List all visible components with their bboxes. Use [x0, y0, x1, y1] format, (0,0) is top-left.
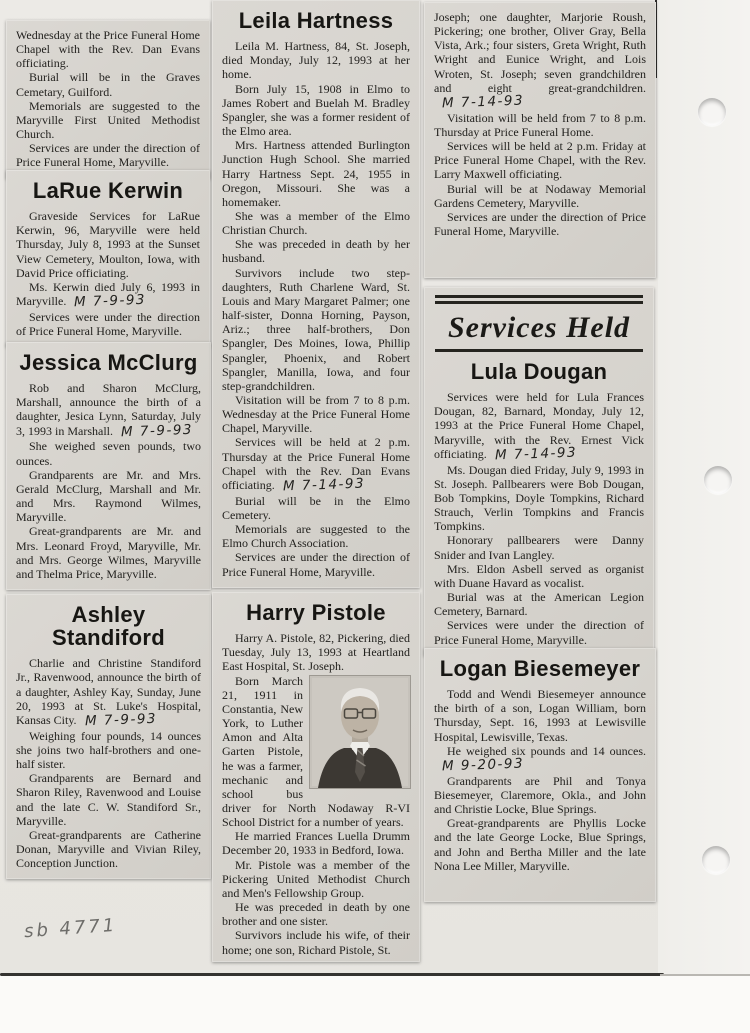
- obituary-paragraph: Burial was at the American Legion Cemetery, Barnard.: [434, 590, 644, 619]
- obituary-paragraph: Services will be held at 2 p.m. Friday at Price Funeral Home Chapel, with the Rev. Larry Maxwell officiating.: [434, 139, 646, 182]
- obituary-headline-jessica-mcclurg: Jessica McClurg: [19, 350, 198, 375]
- obituary-paragraph: Services were held for Lula Frances Dougan, 82, Barnard, Monday, July 12, 1993 at the Price Funeral Home Chapel, Maryville, with the Rev. Ernest Vick officiating. M 7-14-93: [434, 390, 644, 464]
- obituary-paragraph: Ms. Dougan died Friday, July 9, 1993 in St. Joseph. Pallbearers were Bob Dougan, Bob Tompkins, Doyle Tompkins, Richard Strauch, Verlin Tompkins and Francis Tompkins.: [434, 462, 644, 534]
- obituary-paragraph: Great-grandparents are Mr. and Mrs. Leonard Froyd, Maryville, Mr. and Mrs. George Wilmes, Maryville and Thelma Price, Maryville.: [16, 524, 201, 581]
- obituary-paragraph: Mrs. Hartness attended Burlington Junction Hugh School. She married Harry Hartness Sept. 24, 1955 in Oregon, Missouri. She was a homemaker.: [222, 138, 410, 209]
- obituary-paragraph: Visitation will be held from 7 to 8 p.m. Thursday at Price Funeral Home.: [434, 110, 646, 140]
- obituary-paragraph: Born March 21, 1911 in Constantia, New York, to Luther Amon and Alta Garten Pistole, he was a farmer, mechanic and school bus driver for North Nodaway R-VI School District for a number of years.: [222, 673, 410, 830]
- obituary-paragraph: Services were under the direction of Price Funeral Home, Maryville.: [434, 618, 644, 647]
- clipping-harry-pistole: [212, 592, 420, 962]
- handwritten-date-note: M 7-9-93: [120, 421, 194, 440]
- obituary-headline-logan-biesemeyer: Logan Biesemeyer: [439, 656, 641, 681]
- obituary-paragraph: Graveside Services for LaRue Kerwin, 96, Maryville were held Thursday, July 8, 1993 at the Sunset View Cemetery, Moulton, Iowa, with David Price officiating.: [16, 209, 200, 280]
- obituary-paragraph: Services are under the direction of Price Funeral Home, Maryville.: [222, 550, 410, 579]
- section-rule-top: [435, 295, 643, 304]
- catalog-number-handwritten: sb 4771: [23, 914, 118, 943]
- obituary-paragraph: Visitation will be from 7 to 8 p.m. Wednesday at the Price Funeral Home Chapel, Maryville.: [222, 393, 410, 436]
- handwritten-date-note: M 7-14-93: [441, 92, 525, 112]
- obituary-paragraph: Joseph; one daughter, Marjorie Roush, Pickering; one brother, Oliver Gray, Bella Vista, Ark.; four sisters, Greta Wright, Ruth Wright and Eunice Wright, and Lois Wroten, St. Joseph; seven grandchildren and eight great-grandchildren.M 7-14-93: [434, 10, 646, 112]
- clipping-larue-kerwin: [6, 170, 210, 347]
- clipping-pistole-continued: [424, 2, 656, 278]
- obituary-paragraph: Survivors include two step-daughters, Ruth Charlene Ward, St. Louis and Mary Margaret Palmer; one half-sister, Donna Horning, Payson, Ariz.; three half-brothers, Don Spangler, Des Moines, Iowa, Phillip Spangler, Phoenix, and Robert Spangler, Manilla, Iowa, and four step-grandchildren.: [222, 265, 410, 393]
- obituary-paragraph: Mrs. Eldon Asbell served as organist with Duane Havard as vocalist.: [434, 561, 644, 590]
- page-right-margin: [658, 0, 750, 975]
- obituary-headline-ashley-standiford: Ashley Standiford: [52, 602, 165, 651]
- underlying-page: [0, 976, 750, 1033]
- obituary-paragraph: Memorials are suggested to the Elmo Church Association.: [222, 522, 410, 551]
- obituary-paragraph: Services are under the direction of Price Funeral Home, Maryville.: [434, 209, 646, 239]
- handwritten-date-note: M 7-14-93: [282, 475, 366, 495]
- obituary-paragraph: Survivors include his wife, of their home; one son, Richard Pistole, St.: [222, 928, 410, 957]
- section-rule-bottom: [435, 349, 643, 352]
- obituary-paragraph: Memorials are suggested to the Maryville First United Methodist Church.: [16, 98, 200, 142]
- punched-hole-top: [698, 98, 726, 126]
- obituary-paragraph: Ms. Kerwin died July 6, 1993 in Maryville. M 7-9-93: [16, 279, 200, 311]
- handwritten-date-note: M 7-9-93: [74, 291, 147, 311]
- handwritten-date-note: M 7-9-93: [84, 710, 157, 730]
- punched-hole-bottom: [702, 846, 730, 874]
- obituary-paragraph: Honorary pallbearers were Danny Snider and Ivan Langley.: [434, 533, 644, 562]
- clipping-leila-hartness: [212, 0, 420, 588]
- clipping-services-held-lula-dougan: [424, 287, 654, 656]
- obituary-paragraph: Burial will be in the Elmo Cemetery.: [222, 493, 410, 523]
- obituary-paragraph: She was a member of the Elmo Christian Church.: [222, 208, 410, 238]
- obituary-headline-harry-pistole: Harry Pistole: [246, 600, 386, 625]
- obituary-paragraph: Todd and Wendi Biesemeyer announce the birth of a son, Logan William, born Thursday, Sept. 16, 1993 at Lewisville Hospital, Lewisville, Texas.: [434, 687, 646, 744]
- obituary-paragraph: She was preceded in death by her husband.: [222, 237, 410, 266]
- obituary-paragraph: He was preceded in death by one brother and one sister.: [222, 900, 410, 929]
- obituary-paragraph: Burial will be at Nodaway Memorial Gardens Cemetery, Maryville.: [434, 181, 646, 210]
- obituary-paragraph: Burial will be in the Graves Cemetary, Guilford.: [16, 70, 200, 99]
- obituary-headline-larue-kerwin: LaRue Kerwin: [32, 178, 184, 203]
- obituary-paragraph: Wednesday at the Price Funeral Home Chapel with the Rev. Dan Evans officiating.: [16, 28, 200, 71]
- obituary-paragraph: Grandparents are Mr. and Mrs. Gerald McClurg, Marshall and Mr. and Mrs. Raymond Wilmes, Maryville.: [16, 467, 201, 525]
- obituary-paragraph: Services were under the direction of Price Funeral Home, Maryville.: [16, 309, 200, 339]
- obituary-paragraph: Grandparents are Bernard and Sharon Riley, Ravenwood and Louise and the late C. W. Standiford Sr., Maryville.: [16, 771, 201, 828]
- obituary-paragraph: Weighing four pounds, 14 ounces she joins two half-brothers and one-half sister.: [16, 728, 201, 772]
- harry-pistole-portrait-photo: [310, 676, 410, 788]
- clipping-ashley-standiford: [6, 594, 211, 879]
- section-header-services-held: Services Held: [447, 311, 631, 344]
- obituary-paragraph: Rob and Sharon McClurg, Marshall, announce the birth of a daughter, Jesica Lynn, Saturday, July 3, 1993 in Marshall. M 7-9-93: [16, 381, 201, 440]
- handwritten-date-note: M 9-20-93: [441, 755, 525, 775]
- obituary-paragraph: Charlie and Christine Standiford Jr., Ravenwood, announce the birth of a daughter, Ashley Kay, Sunday, June 20, 1993 at St. Luke's Hospital, Kansas City. M 7-9-93: [16, 656, 201, 730]
- obituary-paragraph: Born July 15, 1908 in Elmo to James Robert and Buelah M. Bradley Spangler, she was a former resident of the Elmo area.: [222, 81, 410, 139]
- obituary-paragraph: Great-grandparents are Phyllis Locke and the late George Locke, Blue Springs, and John and Bertha Miller and the late Nona Lee Miller, Maryville.: [434, 816, 646, 873]
- obituary-paragraph: She weighed seven pounds, two ounces.: [16, 439, 201, 468]
- obituary-paragraph: He married Frances Luella Drumm December 20, 1933 in Bedford, Iowa.: [222, 829, 410, 858]
- punched-hole-middle: [704, 466, 732, 494]
- obituary-paragraph: Leila M. Hartness, 84, St. Joseph, died Monday, July 12, 1993 at her home.: [222, 39, 410, 82]
- obituary-headline-leila-hartness: Leila Hartness: [238, 8, 394, 33]
- handwritten-date-note: M 7-14-93: [494, 444, 578, 464]
- obituary-paragraph: Services will be held at 2 p.m. Thursday at the Price Funeral Home Chapel with the Rev. Dan Evans officiating. M 7-14-93: [222, 435, 410, 495]
- obituary-paragraph: He weighed six pounds and 14 ounces.M 9-20-93: [441, 743, 646, 775]
- obituary-paragraph: Harry A. Pistole, 82, Pickering, died Tuesday, July 13, 1993 at Heartland East Hospital, St. Joseph.: [222, 631, 410, 674]
- clipping-jessica-mcclurg: [6, 342, 211, 590]
- obituary-paragraph: Grandparents are Phil and Tonya Biesemeyer, Claremore, Okla., and John and Christie Locke, Blue Springs.: [434, 773, 646, 817]
- obituary-paragraph: Services are under the direction of Price Funeral Home, Maryville.: [16, 141, 200, 170]
- portrait-illustration: [310, 676, 410, 788]
- clipping-price-evans-continuation: [6, 20, 210, 179]
- clipping-logan-biesemeyer: [424, 648, 656, 902]
- obituary-paragraph: Mr. Pistole was a member of the Pickering United Methodist Church and Men's Fellowship Group.: [222, 857, 410, 900]
- obituary-paragraph: Great-grandparents are Catherine Donan, Maryville and Vivian Riley, Conception Junction.: [16, 827, 201, 871]
- obituary-headline-lula-dougan: Lula Dougan: [470, 359, 608, 384]
